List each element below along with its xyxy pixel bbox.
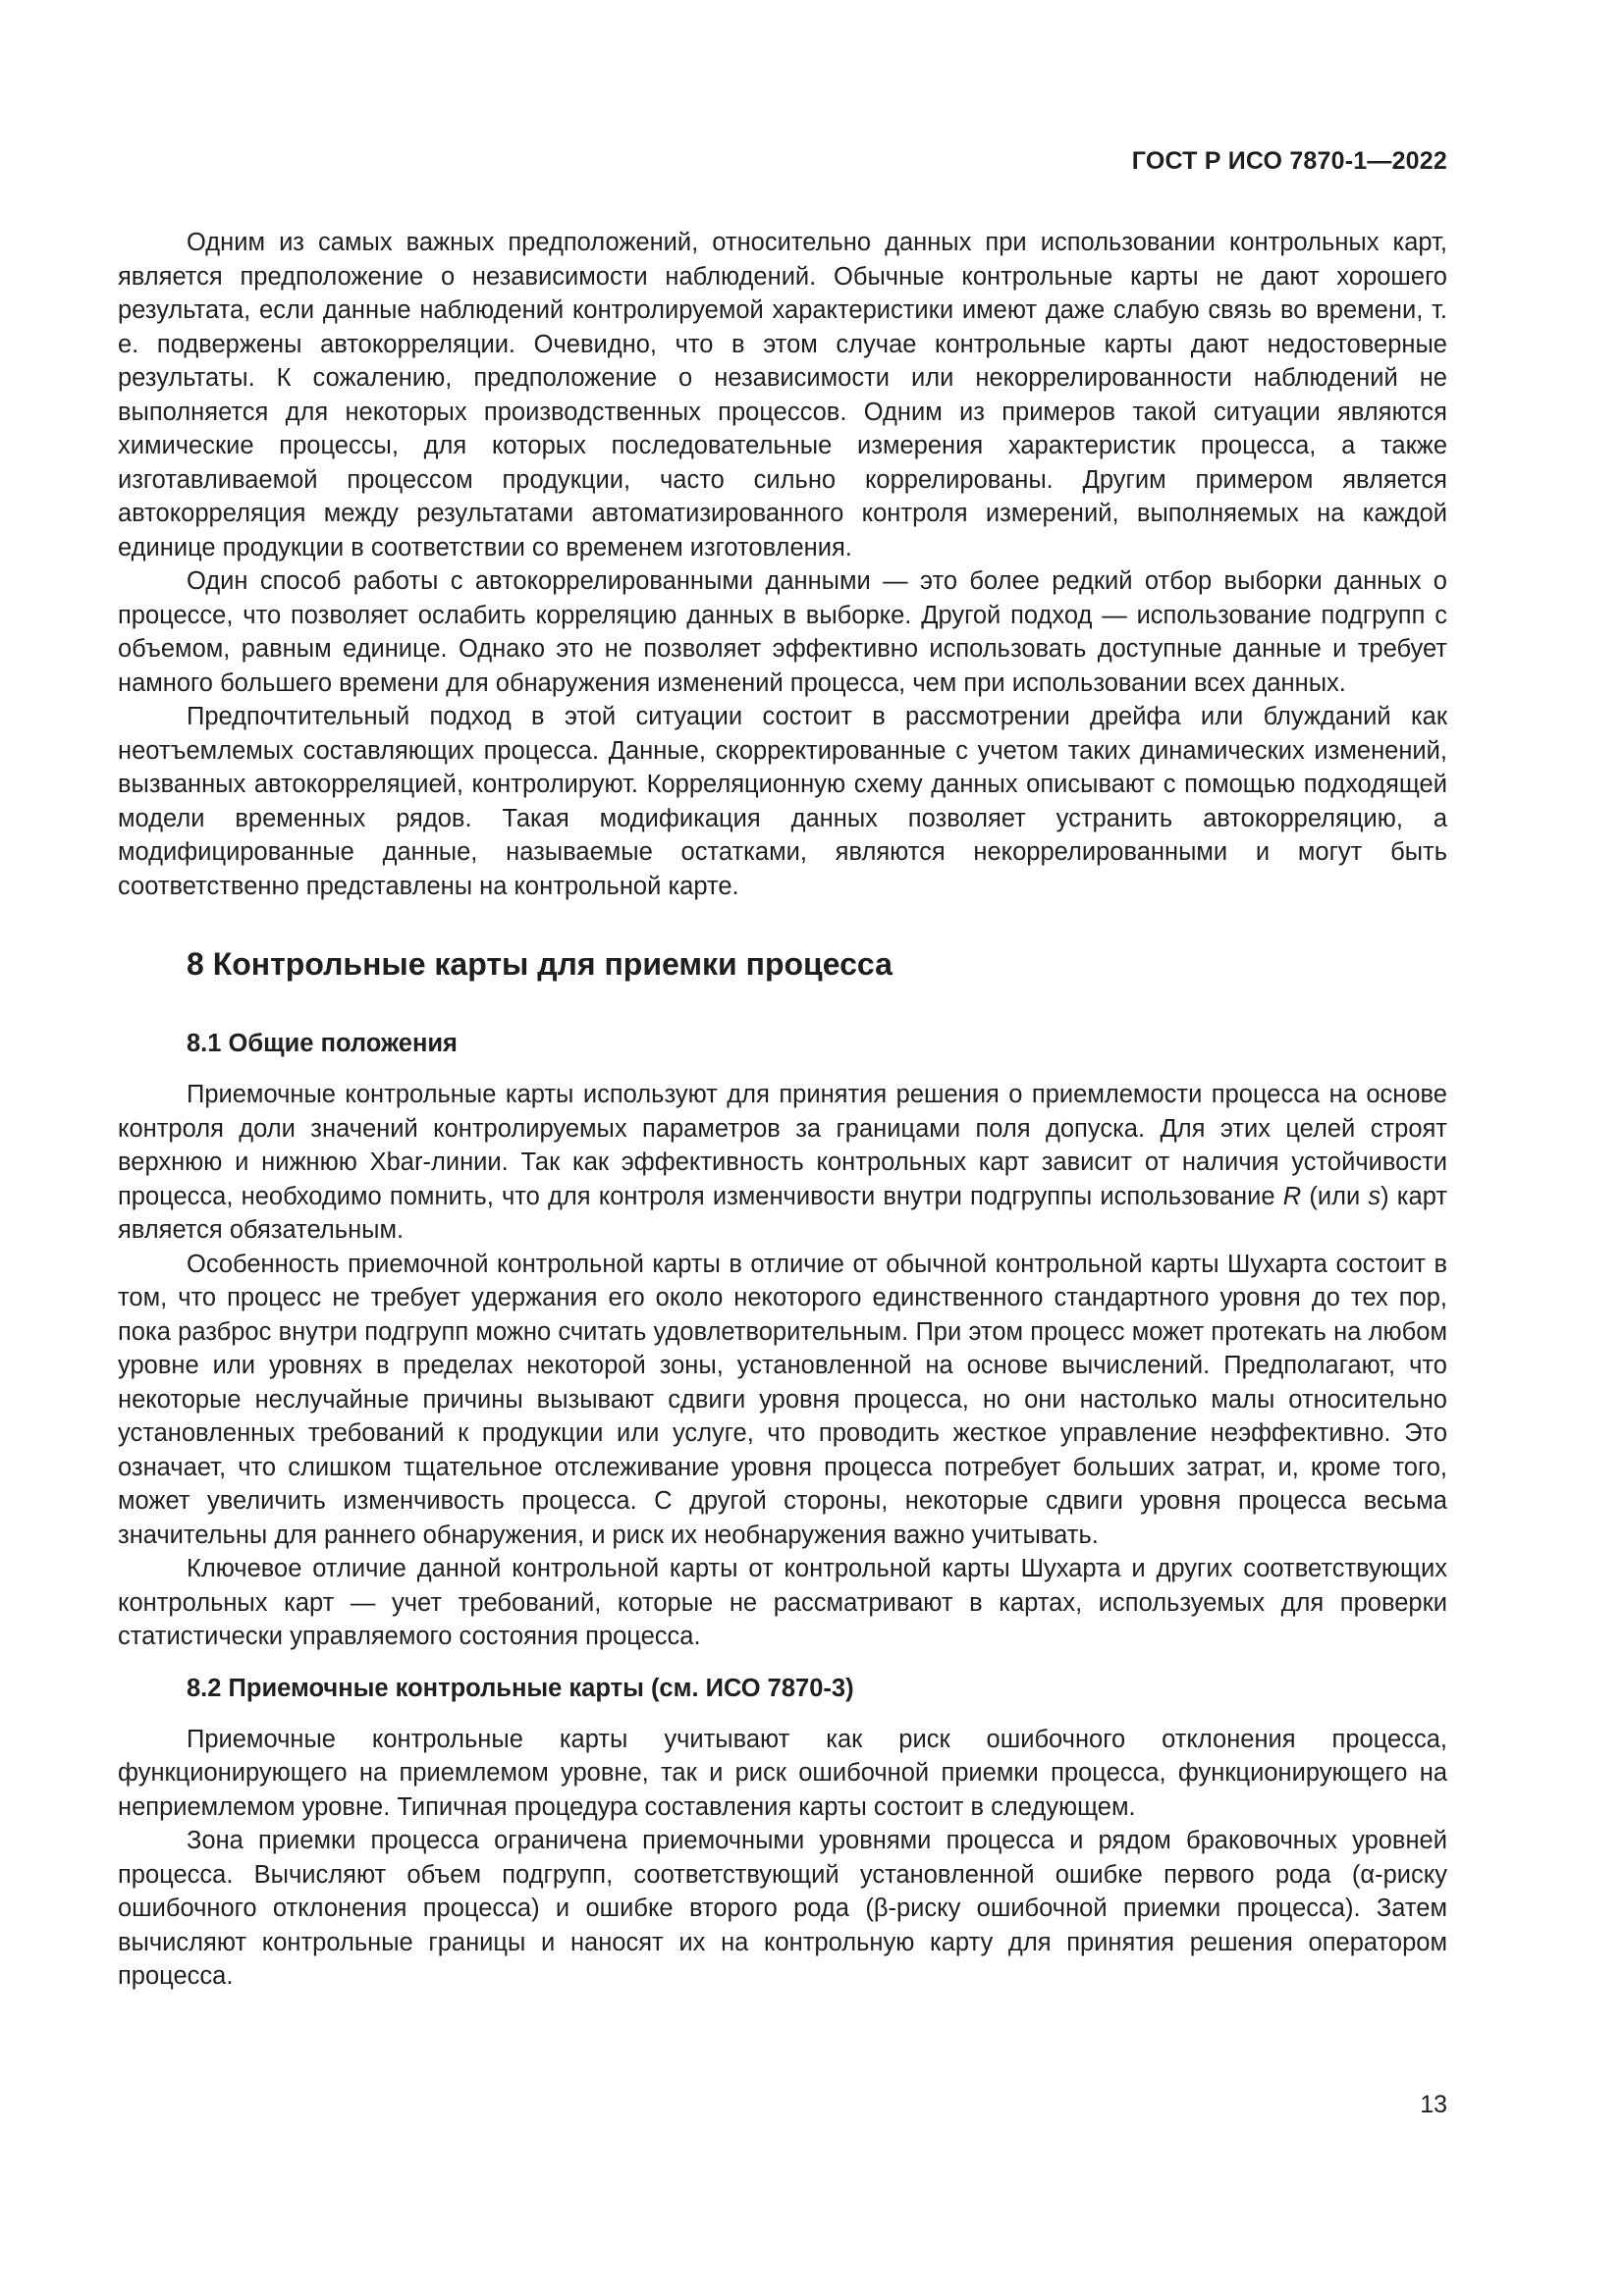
subsection-8-2-heading: 8.2 Приемочные контрольные карты (см. ИСО 7870-3) (187, 1674, 854, 1702)
document-code-header: ГОСТ Р ИСО 7870-1—2022 (1131, 147, 1447, 175)
symbol-s: s (1368, 1182, 1381, 1210)
page-number: 13 (1420, 2091, 1447, 2118)
subsection-8-2-paragraph-2: Зона приемки процесса ограничена приемочными уровнями процесса и рядом браковочных уровней процесса. Вычисляют объем подгрупп, соответствующий установленной ошибке первого рода (α-риску ошибочного отклонения процесса) и ошибке второго рода (β-риску ошибочной приемки процесса). Затем вычисляют контрольные границы и наносят их на контрольную карту для принятия решения оператором процесса. (118, 1827, 1447, 1990)
intro-paragraph-2: Один способ работы с автокоррелированными данными — это более редкий отбор выборки данных о процессе, что позволяет ослабить корреляцию данных в выборке. Другой подход — использование подгрупп с объемом, равным единице. Однако это не позволяет эффективно использовать доступные данные и требует намного большего времени для обнаружения изменений процесса, чем при использовании всех данных. (118, 567, 1447, 697)
p1-text-start: Приемочные контрольные карты используют для принятия решения о приемлемости процесса на основе контроля доли значений контролируемых параметров за границами поля допуска. Для этих целей строят верхнюю и нижнюю Xbar-линии. Так как эффективность контрольных карт зависит от наличия устойчивости процесса, необходимо помнить, что для контроля изменчивости внутри подгруппы использование (118, 1081, 1447, 1210)
p1-text-end: ) карт является обязательным. (118, 1182, 1447, 1244)
subsection-8-2-paragraph-1: Приемочные контрольные карты учитывают как риск ошибочного отклонения процесса, функционирующего на приемлемом уровне, так и риск ошибочной приемки процесса, функционирующего на неприемлемом уровне. Типичная процедура составления карты состоит в следующем. (118, 1725, 1447, 1821)
subsection-8-1-heading: 8.1 Общие положения (187, 1030, 458, 1057)
subsection-8-1-paragraph-2: Особенность приемочной контрольной карты в отличие от обычной контрольной карты Шухарта состоит в том, что процесс не требует удержания его около некоторого единственного стандартного уровня до тех пор, пока разброс внутри подгрупп можно считать удовлетворительным. При этом процесс может протекать на любом уровне или уровнях в пределах некоторой зоны, установленной на основе вычислений. Предполагают, что некоторые неслучайные причины вызывают сдвиги уровня процесса, но они настолько малы относительно установленных требований к продукции или услуге, что проводить жесткое управление неэффективно. Это означает, что слишком тщательное отслеживание уровня процесса потребует больших затрат, и, кроме того, может увеличить изменчивость процесса. С другой стороны, некоторые сдвиги уровня процесса весьма значительны для раннего обнаружения, и риск их необнаружения важно учитывать. (118, 1250, 1447, 1549)
page-content (118, 226, 1447, 1994)
symbol-r: R (1282, 1182, 1302, 1210)
section-8-heading: 8 Контрольные карты для приемки процесса (187, 946, 893, 982)
intro-paragraph-3: Предпочтительный подход в этой ситуации состоит в рассмотрении дрейфа или блужданий как неотъемлемых составляющих процесса. Данные, скорректированные с учетом таких динамических изменений, вызванных автокорреляцией, контролируют. Корреляционную схему данных описывают с помощью подходящей модели временных рядов. Такая модификация данных позволяет устранить автокорреляцию, а модифицированные данные, называемые остатками, являются некоррелированными и могут быть соответственно представлены на контрольной карте. (118, 703, 1447, 900)
p1-text-mid: (или (1301, 1182, 1369, 1210)
subsection-8-1-paragraph-3: Ключевое отличие данной контрольной карты от контрольной карты Шухарта и других соответствующих контрольных карт — учет требований, которые не рассматривают в картах, используемых для проверки статистически управляемого состояния процесса. (118, 1555, 1447, 1650)
subsection-8-1-paragraph-1 (118, 1078, 1447, 1248)
intro-paragraph-1: Одним из самых важных предположений, относительно данных при использовании контрольных карт, является предположение о независимости наблюдений. Обычные контрольные карты не дают хорошего результата, если данные наблюдений контролируемой характеристики имеют даже слабую связь во времени, т. е. подвержены автокорреляции. Очевидно, что в этом случае контрольные карты дают недостоверные результаты. К сожалению, предположение о независимости или некоррелированности наблюдений не выполняется для некоторых производственных процессов. Одним из примеров такой ситуации являются химические процессы, для которых последовательные измерения характеристик процесса, а также изготавливаемой процессом продукции, часто сильно коррелированы. Другим примером является автокорреляция между результатами автоматизированного контроля измерений, выполняемых на каждой единице продукции в соответствии со временем изготовления. (118, 229, 1447, 561)
